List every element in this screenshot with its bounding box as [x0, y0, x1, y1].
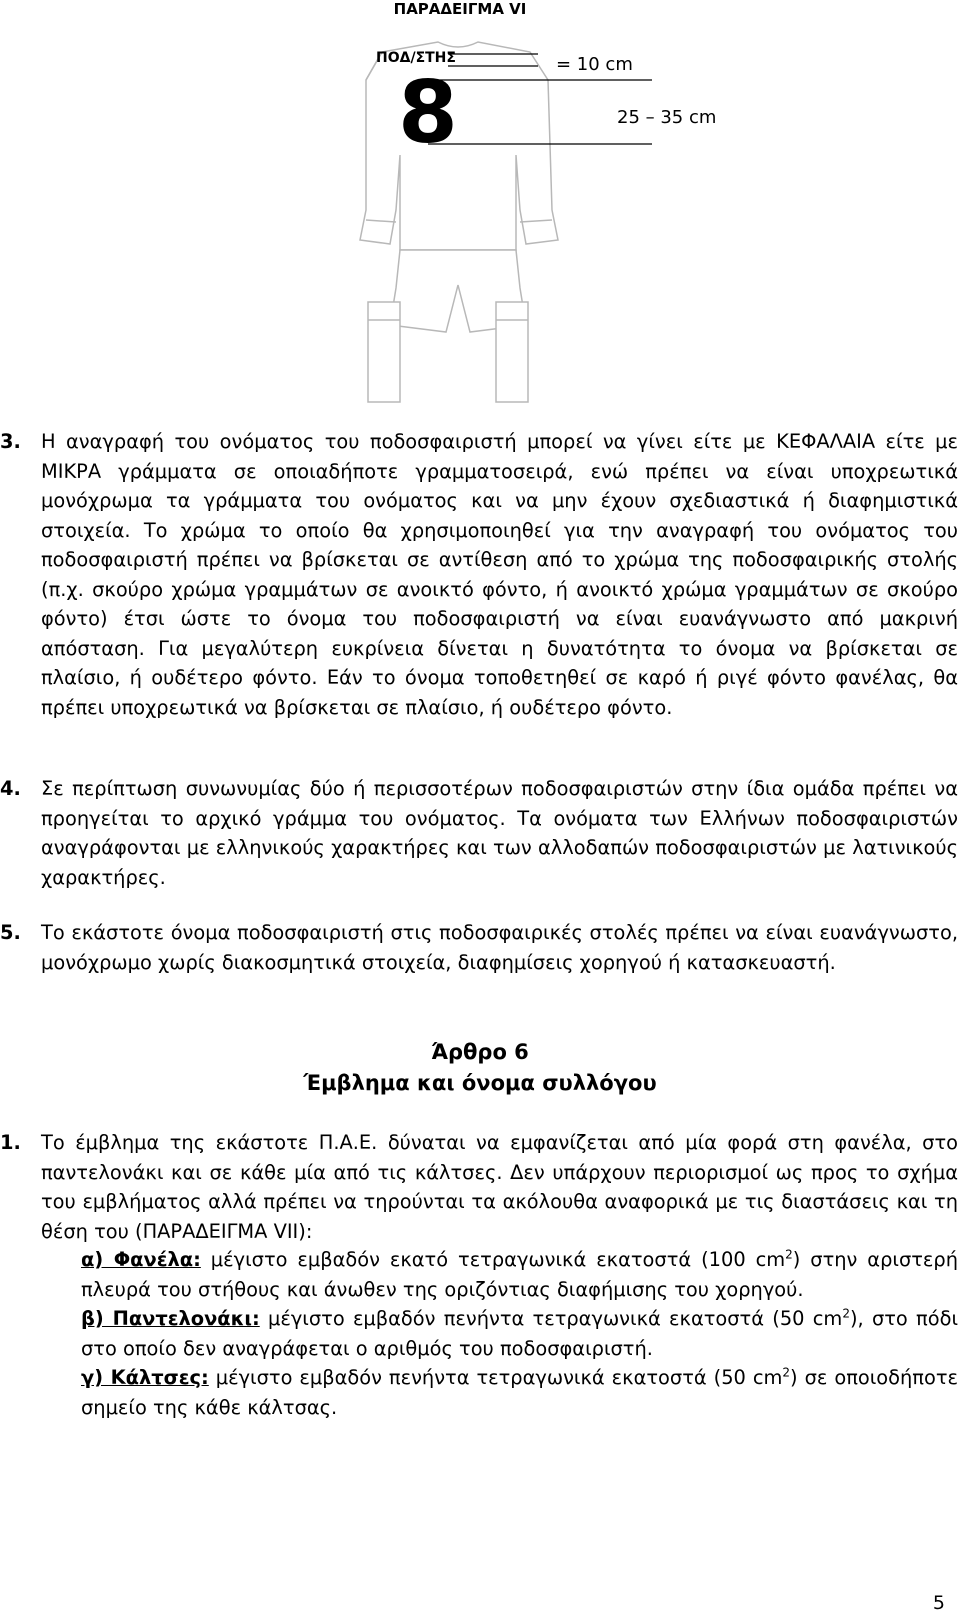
superscript: 2: [842, 1306, 850, 1321]
subitem-label: γ) Κάλτσες:: [81, 1366, 209, 1389]
figure-number: 8: [398, 63, 458, 163]
name-height-label: = 10 cm: [556, 54, 633, 75]
paragraph-5: [0, 918, 958, 977]
paragraph-text: Το εκάστοτε όνομα ποδοσφαιριστή στις ποδοσφαιρικές στολές πρέπει να είναι ευανάγνωστο, μονόχρωμο χωρίς διακοσμητικά στοιχεία, διαφημίσεις χορηγού ή κατασκευαστή.: [41, 921, 958, 974]
shirt-outline: [360, 42, 558, 250]
page-number: 5: [932, 1592, 945, 1614]
paragraph-number: 4.: [0, 777, 21, 800]
subitem-label: β) Παντελονάκι:: [81, 1307, 260, 1330]
paragraph-text: Το έμβλημα της εκάστοτε Π.Α.Ε. δύναται να εμφανίζεται από μία φορά στη φανέλα, στο παντελονάκι και σε κάθε μία από τις κάλτσες. Δεν υπάρχουν περιορισμοί ως προς το σχήμα του εμβλήματος αλλά πρέπει να τηρούνται τα ακόλουθα αναφορικά με τις διαστάσεις και τη θέση του (ΠΑΡΑΔΕΙΓΜΑ VII):: [41, 1131, 958, 1243]
paragraph-text: Η αναγραφή του ονόματος του ποδοσφαιριστή μπορεί να γίνει είτε με ΚΕΦΑΛΑΙΑ είτε με ΜΙΚΡΑ γράμματα σε οποιαδήποτε γραμματοσειρά, ενώ πρέπει να είναι υποχρεωτικά μονόχρωμα τα γράμματα του ονόματος και να μην έχουν σχεδιαστικά ή διαφημιστικά στοιχεία. Το χρώμα το οποίο θα χρησιμοποιηθεί για την αναγραφή του ονόματος του ποδοσφαιριστή πρέπει να βρίσκεται σε αντίθεση από το χρώμα της ποδοσφαιρικής στολής (π.χ. σκούρο χρώμα γραμμάτων σε ανοικτό φόντο, ή ανοικτό χρώμα γραμμάτων σε σκούρο φόντο) έτσι ώστε το όνομα του ποδοσφαιριστή να είναι ευανάγνωστο από μακρινή απόσταση. Για μεγαλύτερη ευκρίνεια δίνεται η δυνατότητα το όνομα να βρίσκεται σε πλαίσιο, ή ουδέτερο φόντο. Εάν το όνομα τοποθετηθεί σε καρό ή ριγέ φόντο φανέλας, θα πρέπει υποχρεωτικά να βρίσκεται σε πλαίσιο, ή ουδέτερο φόντο.: [41, 430, 958, 719]
subitem-text: μέγιστο εμβαδόν εκατό τετραγωνικά εκατοστά (100 cm: [210, 1248, 786, 1271]
subitem-label: α) Φανέλα:: [81, 1248, 201, 1271]
kit-figure: [320, 40, 740, 410]
sock-right: [496, 302, 528, 402]
superscript: 2: [785, 1247, 793, 1262]
subitem-socks: [81, 1363, 958, 1422]
paragraph-3: [0, 427, 958, 722]
subitem-text-end: ) σε οποιοδήποτε σημείο της κάθε κάλτσας.: [81, 1366, 959, 1419]
article-paragraph-1: [0, 1128, 958, 1246]
paragraph-number: 1.: [0, 1131, 21, 1154]
article-number: Άρθρο 6: [431, 1040, 529, 1064]
article-title: Έμβλημα και όνομα συλλόγου: [303, 1071, 657, 1095]
subitem-text-end: ) στην αριστερή πλευρά του στήθους και άνωθεν της οριζόντιας διαφήμισης του χορηγού.: [81, 1248, 958, 1301]
paragraph-number: 3.: [0, 430, 21, 453]
subitem-text-end: ), στο πόδι στο οποίο δεν αναγράφεται ο αριθμός του ποδοσφαιριστή.: [81, 1307, 958, 1360]
paragraph-4: [0, 774, 958, 892]
sock-left: [368, 302, 400, 402]
paragraph-number: 5.: [0, 921, 21, 944]
subitem-shirt: [81, 1245, 958, 1304]
subitem-text: μέγιστο εμβαδόν πενήντα τετραγωνικά εκατοστά (50 cm: [268, 1307, 843, 1330]
superscript: 2: [782, 1365, 791, 1380]
subitem-shorts: [81, 1304, 958, 1363]
paragraph-text: Σε περίπτωση συνωνυμίας δύο ή περισσοτέρων ποδοσφαιριστών στην ίδια ομάδα πρέπει να προηγείται το αρχικό γράμμα του ονόματος. Τα ονόματα των Ελλήνων ποδοσφαιριστών αναγράφονται με ελληνικούς χαρακτήρες και των αλλοδαπών ποδοσφαιριστών με λατινικούς χαρακτήρες.: [41, 777, 958, 889]
number-height-label: 25 – 35 cm: [617, 107, 717, 128]
figure-name-label: ΠΟΔ/ΣΤΗΣ: [376, 50, 456, 66]
subitem-text: μέγιστο εμβαδόν πενήντα τετραγωνικά εκατοστά (50 cm: [215, 1366, 783, 1389]
example-title: ΠΑΡΑΔΕΙΓΜΑ VI: [393, 0, 527, 18]
